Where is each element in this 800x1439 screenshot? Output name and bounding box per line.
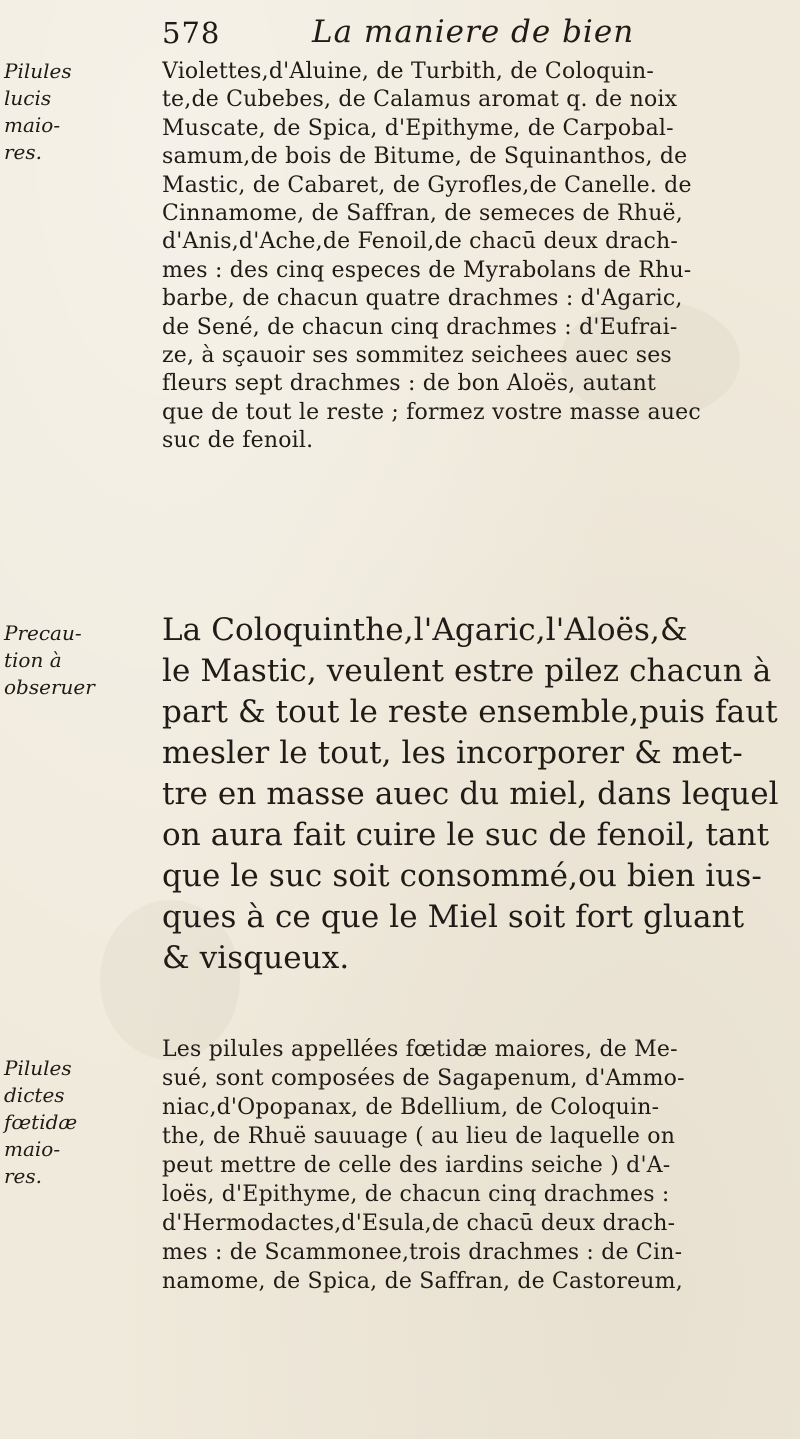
page-number: 578 (162, 16, 221, 50)
margin-note-pilules-lucis (4, 58, 154, 166)
text-line: barbe, de chacun quatre drachmes : d'Agaric, (162, 286, 683, 312)
text-line: Violettes,d'Aluine, de Turbith, de Coloquin- (162, 59, 654, 84)
text-line: La Coloquinthe,l'Agaric,l'Aloës,& (162, 612, 688, 648)
text-line: the, de Rhuë sauuage ( au lieu de laquelle on (162, 1124, 676, 1149)
margin-note-line: maio- (4, 113, 61, 137)
text-line: fleurs sept drachmes : de bon Aloës, autant (162, 371, 657, 397)
margin-note-line: res. (4, 1164, 43, 1188)
text-line: on aura fait cuire le suc de fenoil, tant (162, 817, 770, 853)
text-line: niac,d'Opopanax, de Bdellium, de Coloquin- (162, 1095, 660, 1120)
margin-note-line: res. (4, 140, 43, 164)
margin-note-line: fœtidæ (4, 1110, 78, 1134)
text-line: & visqueux. (162, 940, 350, 976)
text-line: mes : de Scammonee,trois drachmes : de Cin- (162, 1240, 683, 1265)
paragraph-ingredients-lucis (162, 58, 798, 456)
margin-note-line: lucis (4, 86, 52, 110)
running-head (162, 8, 782, 64)
margin-note-line: maio- (4, 1137, 61, 1161)
text-line: namome, de Spica, de Saffran, de Castoreum, (162, 1269, 683, 1294)
text-line: le Mastic, veulent estre pilez chacun à (162, 653, 772, 689)
text-line: que de tout le reste ; formez vostre masse auec (162, 399, 701, 425)
text-line: mes : des cinq especes de Myrabolans de Rhu- (162, 257, 692, 283)
text-line: Mastic, de Cabaret, de Gyrofles,de Canelle. de (162, 172, 692, 198)
paragraph-precaution (162, 610, 798, 979)
text-line: suc de fenoil. (162, 428, 314, 454)
text-line: que le suc soit consommé,ou bien ius- (162, 858, 762, 894)
margin-note-line: dictes (4, 1083, 65, 1107)
text-line: d'Hermodactes,d'Esula,de chacū deux drach- (162, 1211, 676, 1236)
margin-note-line: Precau- (4, 621, 82, 645)
text-line: Muscate, de Spica, d'Epithyme, de Carpobal- (162, 115, 674, 141)
margin-note-line: Pilules (4, 59, 72, 83)
margin-note-precaution (4, 620, 154, 701)
text-line: ze, à sçauoir ses sommitez seichees auec ses (162, 343, 672, 369)
margin-note-line: Pilules (4, 1056, 72, 1080)
paragraph-ingredients-foetidae (162, 1035, 798, 1296)
margin-note-pilules-foetidae (4, 1055, 154, 1190)
text-line: sué, sont composées de Sagapenum, d'Ammo- (162, 1066, 685, 1091)
text-line: loës, d'Epithyme, de chacun cinq drachmes : (162, 1182, 670, 1207)
margin-note-line: tion à (4, 648, 62, 672)
text-line: peut mettre de celle des iardins seiche ) d'A- (162, 1153, 671, 1178)
text-line: te,de Cubebes, de Calamus aromat q. de noix (162, 87, 678, 113)
text-line: d'Anis,d'Ache,de Fenoil,de chacū deux drach- (162, 229, 678, 255)
text-line: Cinnamome, de Saffran, de semeces de Rhuë, (162, 201, 683, 227)
margin-note-line: obseruer (4, 675, 95, 699)
text-line: de Sené, de chacun cinq drachmes : d'Eufrai- (162, 314, 678, 340)
text-line: samum,de bois de Bitume, de Squinanthos, de (162, 144, 688, 170)
text-line: tre en masse auec du miel, dans lequel (162, 776, 779, 812)
text-line: mesler le tout, les incorporer & met- (162, 735, 743, 771)
text-line: ques à ce que le Miel soit fort gluant (162, 899, 745, 935)
text-line: Les pilules appellées fœtidæ maiores, de Me- (162, 1037, 678, 1062)
running-title: La maniere de bien (312, 14, 635, 50)
text-line: part & tout le reste ensemble,puis faut (162, 694, 778, 730)
